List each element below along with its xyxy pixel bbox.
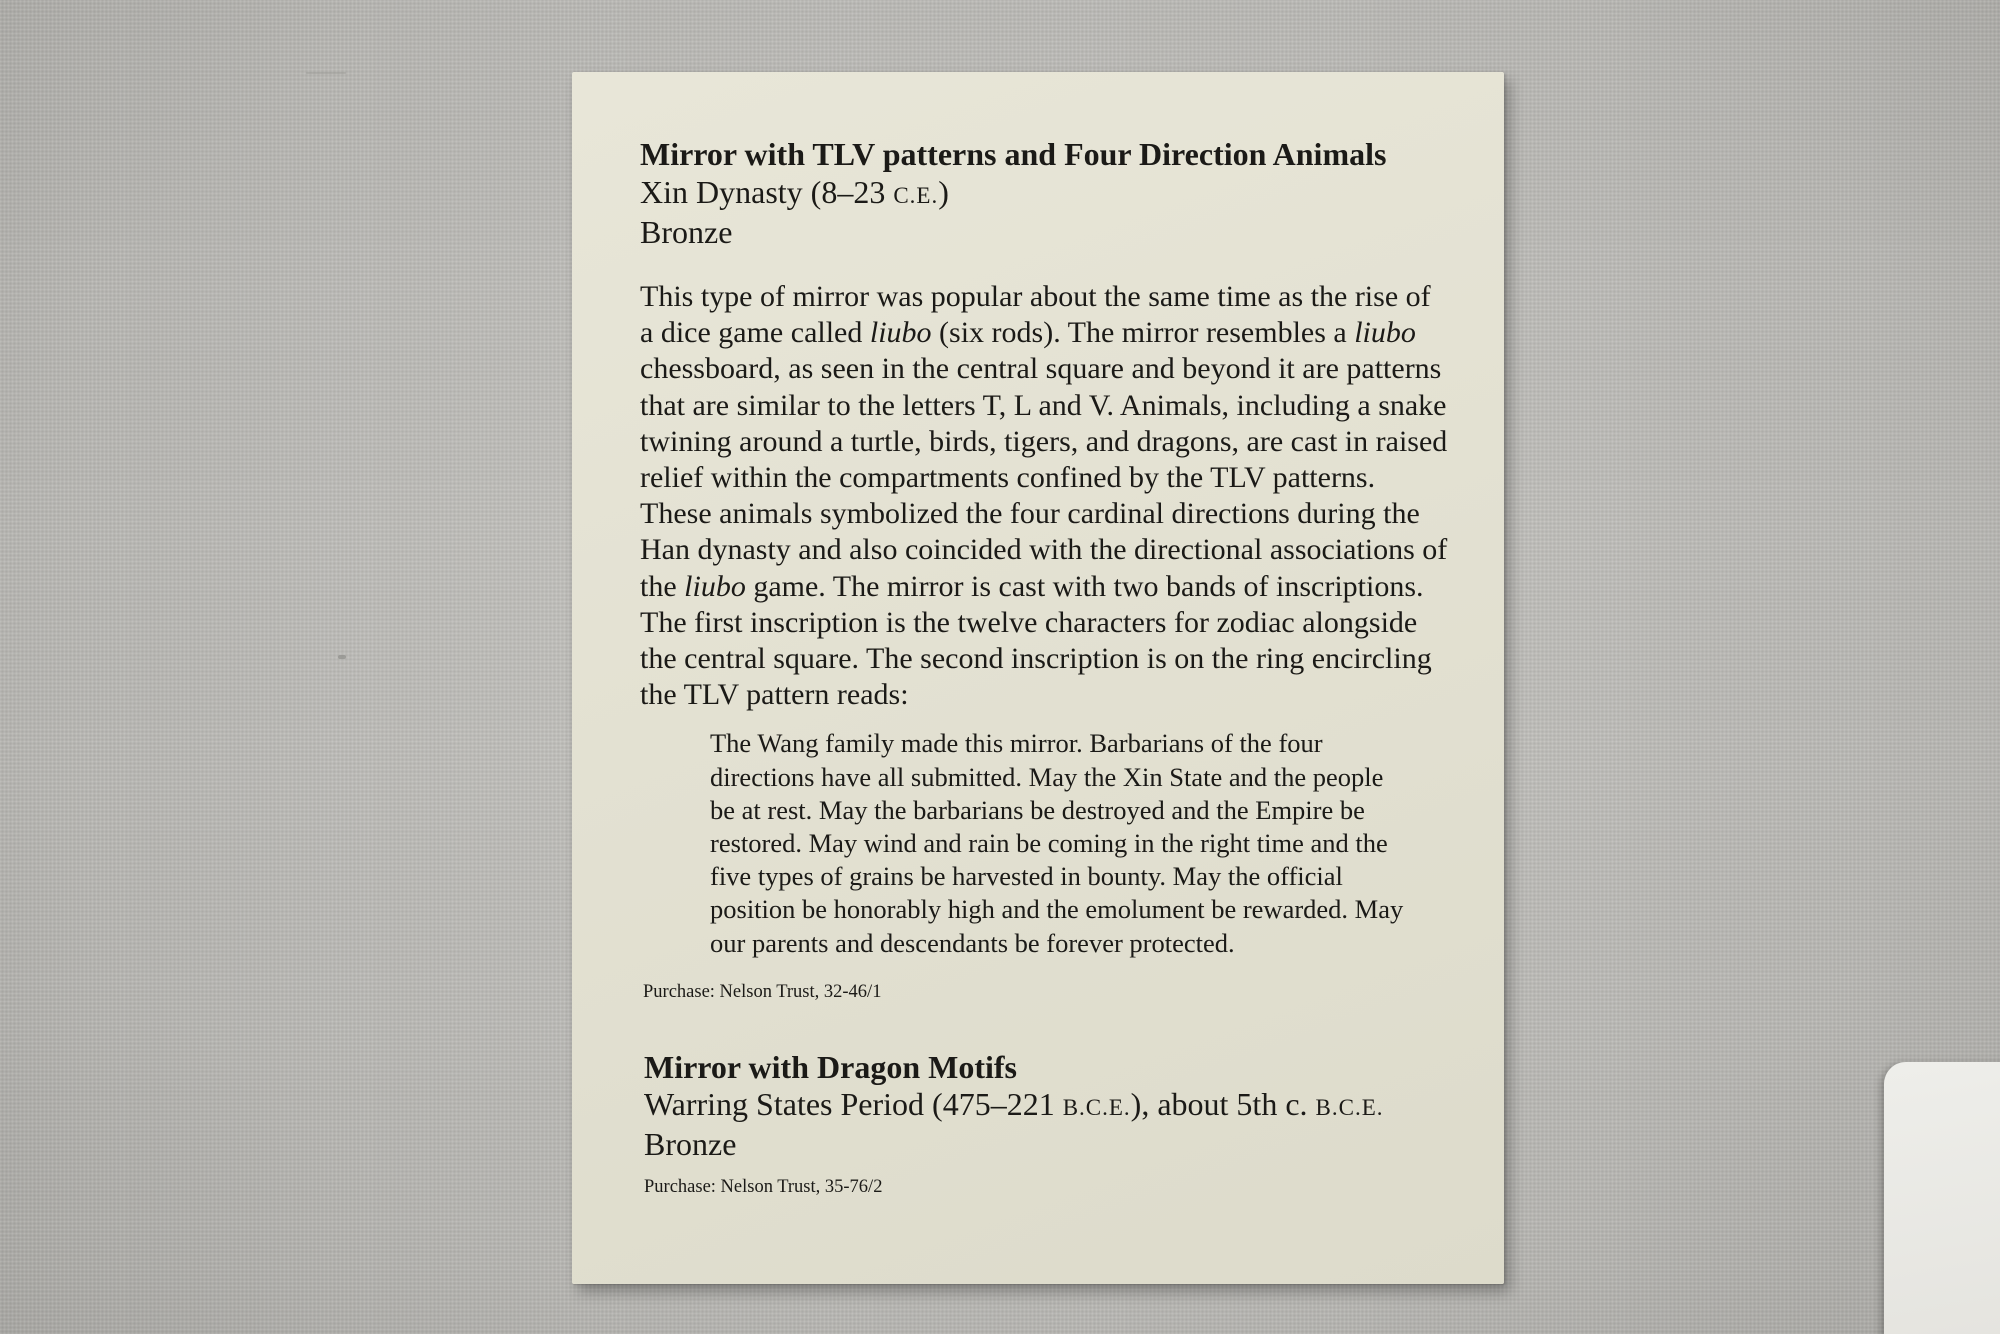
description-italic-term: liubo <box>684 569 746 603</box>
object2-medium: Bronze <box>644 1125 737 1162</box>
label-content <box>640 134 1450 1199</box>
object1-date <box>640 174 1450 214</box>
object2-date <box>644 1086 1450 1126</box>
object1-entry <box>640 134 1450 1004</box>
object1-title: Mirror with TLV patterns and Four Direction Animals <box>640 136 1387 172</box>
wall-mark <box>306 72 346 74</box>
object2-date-middle: ), about 5th c. <box>1130 1085 1316 1122</box>
description-text: chessboard, as seen in the central square and beyond it are patterns that are similar to the letters T, L and V. Animals, including a snake twining around a turtle, birds, tigers, and dragons, are cast in raised relief within the compartments confined by the TLV patterns. These animals symbolized the four cardinal directions during the Han dynasty and also coincided with the directional associations of the <box>640 352 1448 603</box>
object1-medium: Bronze <box>640 214 733 250</box>
object2-date-era: B.C.E. <box>1062 1094 1131 1120</box>
object2-credit: Purchase: Nelson Trust, 35-76/2 <box>644 1176 883 1197</box>
object1-inscription: The Wang family made this mirror. Barbarians of the four directions have all submitted. May the Xin State and the people be at rest. May the barbarians be destroyed and the Empire be restored. May wind and rain be coming in the right time and the five types of grains be harvested in bounty. May the official position be honorably high and the emolument be rewarded. May our parents and descendants be forever protected. <box>710 728 1404 958</box>
description-text: (six rods). The mirror resembles a <box>931 316 1355 350</box>
object2-entry <box>644 1048 1450 1199</box>
adjacent-label-edge <box>1884 1062 2000 1334</box>
object1-description <box>640 279 1450 713</box>
object1-date-suffix: ) <box>938 174 949 210</box>
object2-date-era: B.C.E. <box>1315 1094 1384 1120</box>
museum-label-card <box>572 72 1504 1284</box>
object2-title: Mirror with Dragon Motifs <box>644 1048 1017 1085</box>
description-italic-term: liubo <box>1354 316 1416 350</box>
object2-date-prefix: Warring States Period (475–221 <box>644 1085 1063 1122</box>
object1-credit: Purchase: Nelson Trust, 32-46/1 <box>643 981 882 1002</box>
object1-date-prefix: Xin Dynasty (8–23 <box>640 174 894 210</box>
description-text: game. The mirror is cast with two bands of inscriptions. The first inscription is the twelve characters for zodiac alongside the central square. The second inscription is on the ring encircling the TLV pattern reads: <box>640 569 1432 712</box>
object1-date-era: C.E. <box>893 183 939 208</box>
wall-mark <box>338 655 346 659</box>
description-italic-term: liubo <box>869 316 932 350</box>
description-text: This type of mirror was popular about the same time as the rise of a dice game called <box>640 280 1431 350</box>
